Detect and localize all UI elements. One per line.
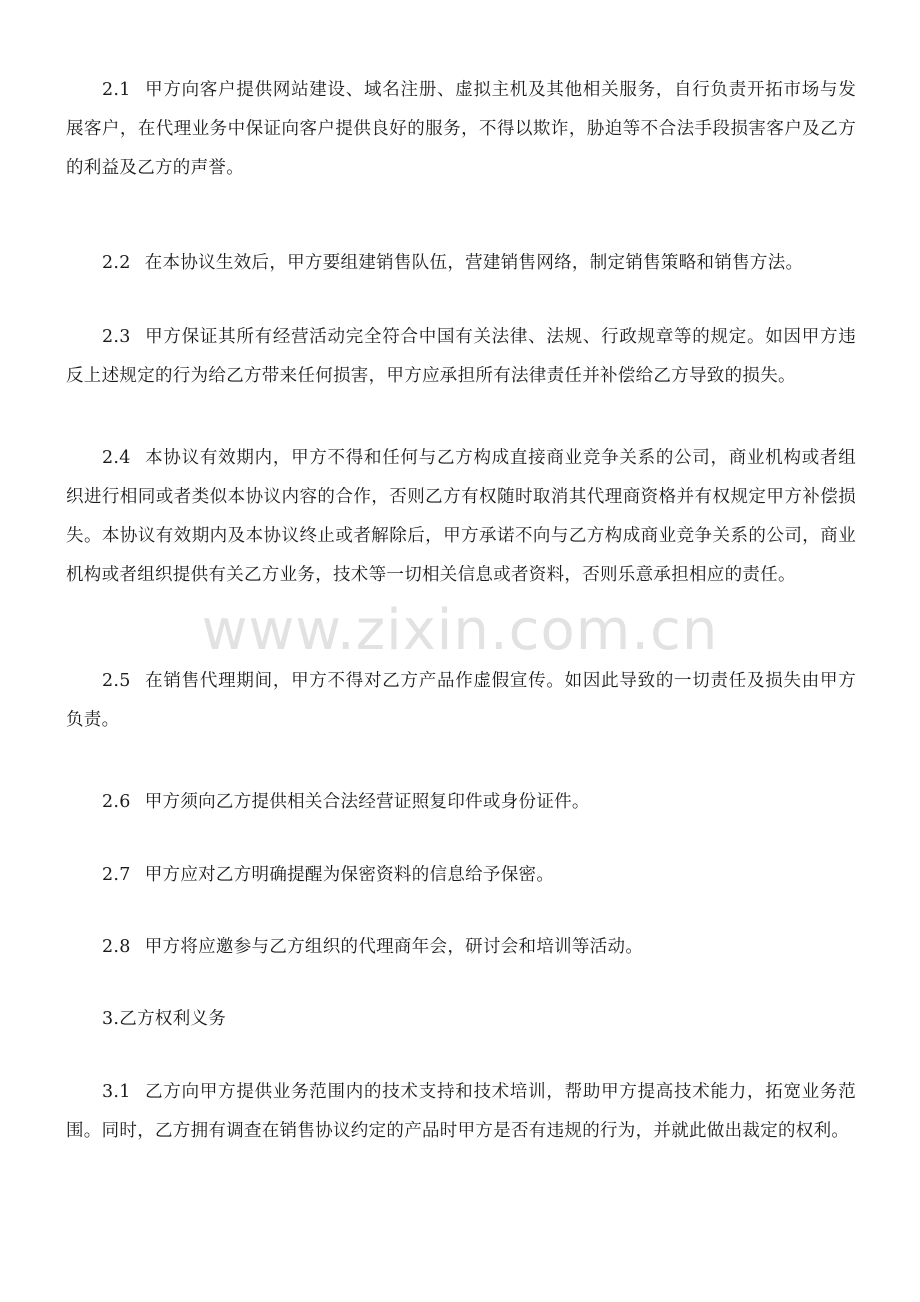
section-heading-text: 3.乙方权利义务	[102, 1009, 227, 1029]
clause-2-6	[66, 783, 856, 822]
clause-number: 2.5	[102, 671, 131, 691]
clause-number: 2.6	[102, 792, 131, 812]
clause-text: 甲方应对乙方明确提醒为保密资料的信息给予保密。	[144, 865, 555, 885]
clause-text: 甲方将应邀参与乙方组织的代理商年会，研讨会和培训等活动。	[144, 937, 644, 957]
clause-number: 2.2	[102, 253, 131, 273]
clause-2-5	[66, 662, 856, 740]
clause-text: 乙方向甲方提供业务范围内的技术支持和技术培训，帮助甲方提高技术能力，拓宽业务范围。同时，乙方拥有调查在销售协议约定的产品时甲方是否有违规的行为，并就此做出裁定的权利。	[66, 1082, 856, 1141]
clause-number: 2.4	[102, 448, 131, 468]
clause-number: 2.1	[102, 80, 131, 100]
clause-text: 甲方须向乙方提供相关合法经营证照复印件或身份证件。	[144, 792, 590, 812]
clause-text: 在本协议生效后，甲方要组建销售队伍，营建销售网络，制定销售策略和销售方法。	[144, 253, 804, 273]
clause-text: 甲方保证其所有经营活动完全符合中国有关法律、法规、行政规章等的规定。如因甲方违反上述规定的行为给乙方带来任何损害，甲方应承担所有法律责任并补偿给乙方导致的损失。	[66, 327, 856, 386]
clause-text: 甲方向客户提供网站建设、域名注册、虚拟主机及其他相关服务，自行负责开拓市场与发展客户，在代理业务中保证向客户提供良好的服务，不得以欺诈，胁迫等不合法手段损害客户及乙方的利益及乙方的声誉。	[66, 80, 856, 178]
clause-text: 在销售代理期间，甲方不得对乙方产品作虚假宣传。如因此导致的一切责任及损失由甲方负责。	[66, 671, 856, 730]
clause-2-3	[66, 318, 856, 396]
clause-number: 2.7	[102, 865, 131, 885]
clause-3-1	[66, 1073, 856, 1151]
clause-2-2	[66, 244, 856, 283]
clause-2-8	[66, 928, 856, 967]
clause-2-1	[66, 71, 856, 188]
clause-text: 本协议有效期内，甲方不得和任何与乙方构成直接商业竞争关系的公司，商业机构或者组织进行相同或者类似本协议内容的合作，否则乙方有权随时取消其代理商资格并有权规定甲方补偿损失。本协议有效期内及本协议终止或者解除后，甲方承诺不向与乙方构成商业竞争关系的公司，商业机构或者组织提供有关乙方业务，技术等一切相关信息或者资料，否则乐意承担相应的责任。	[66, 448, 856, 585]
clause-2-7	[66, 856, 856, 895]
clause-number: 3.1	[102, 1082, 131, 1102]
clause-number: 2.3	[102, 327, 131, 347]
watermark: www.zixin.com.cn	[201, 598, 719, 663]
clause-2-4	[66, 439, 856, 595]
clause-number: 2.8	[102, 937, 131, 957]
section-heading-3	[66, 1000, 856, 1039]
